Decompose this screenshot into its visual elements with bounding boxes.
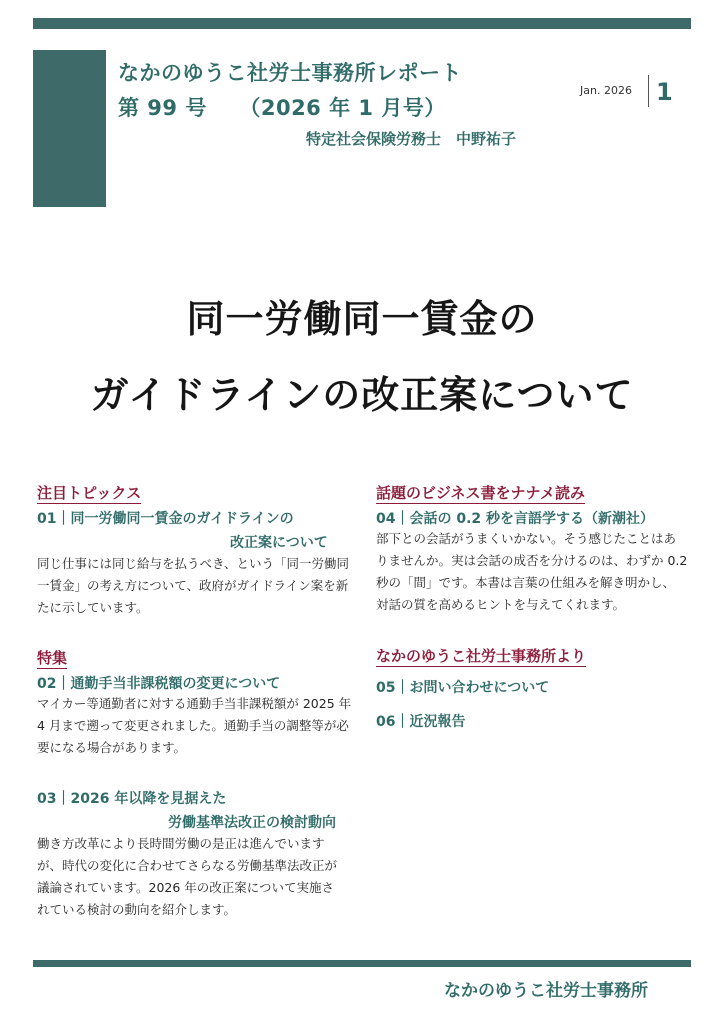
header-divider	[648, 75, 649, 107]
section-heading-office: なかのゆうこ社労士事務所より	[376, 647, 587, 665]
footer-office-name: なかのゆうこ社労士事務所	[444, 981, 648, 1001]
bottom-accent-bar	[33, 960, 691, 967]
report-title: なかのゆうこ社労士事務所レポート	[118, 61, 462, 85]
article-01-title-cont: 改正案について	[230, 535, 328, 551]
section-heading-books: 話題のビジネス書をナナメ読み	[376, 484, 585, 502]
article-03-title-cont: 労働基準法改正の検討動向	[168, 815, 336, 831]
section-heading-feature: 特集	[37, 649, 68, 667]
header-color-block	[33, 50, 106, 207]
article-04-summary: 部下との会話がうまくいかない。そう感じたことはあ りませんか。実は会話の成否を分けるのは、わずか 0.2 秒の「間」です。本書は言葉の仕組みを解き明かし、 対話の質を高めるヒントを与えてくれます。	[376, 531, 688, 612]
section-heading-topics: 注目トピックス	[37, 484, 142, 502]
right-section-office	[376, 645, 586, 666]
author-name: 特定社会保険労務士 中野祐子	[306, 130, 517, 148]
issue-number: 第 99 号 （2026 年 1 月号）	[118, 96, 446, 120]
article-04-title: 04｜会話の 0.2 秒を言語学する（新潮社）	[376, 511, 655, 527]
article-01-summary: 同じ仕事には同じ給与を払うべき、という「同一労働同 一賃金」の考え方について、政府がガイドライン案を新 たに示しています。	[37, 556, 350, 615]
top-accent-bar	[33, 18, 691, 29]
article-05-title: 05｜お問い合わせについて	[376, 680, 550, 696]
main-headline-line1: 同一労働同一賃金の	[186, 297, 538, 341]
article-02-title: 02｜通勤手当非課税額の変更について	[37, 676, 281, 692]
article-03-title: 03｜2026 年以降を見据えた	[37, 791, 227, 807]
left-section-topics	[37, 482, 141, 503]
article-06-title: 06｜近況報告	[376, 714, 466, 730]
page-number: 1	[656, 78, 673, 106]
right-section-books	[376, 482, 585, 503]
issue-date: Jan. 2026	[580, 84, 632, 97]
article-02-summary: マイカー等通勤者に対する通勤手当非課税額が 2025 年 4 月まで遡って変更されました。通勤手当の調整等が必 要になる場合があります。	[37, 696, 352, 755]
left-section-feature	[37, 647, 67, 668]
main-headline-line2: ガイドラインの改正案について	[90, 373, 634, 417]
article-03-summary: 働き方改革により長時間労働の是正は進んでいます が、時代の変化に合わせてさらなる労働基準法改正が 議論されています。2026 年の改正案について実施さ れている検討の動向を紹介します。	[37, 836, 338, 917]
article-01-title: 01｜同一労働同一賃金のガイドラインの	[37, 511, 294, 527]
